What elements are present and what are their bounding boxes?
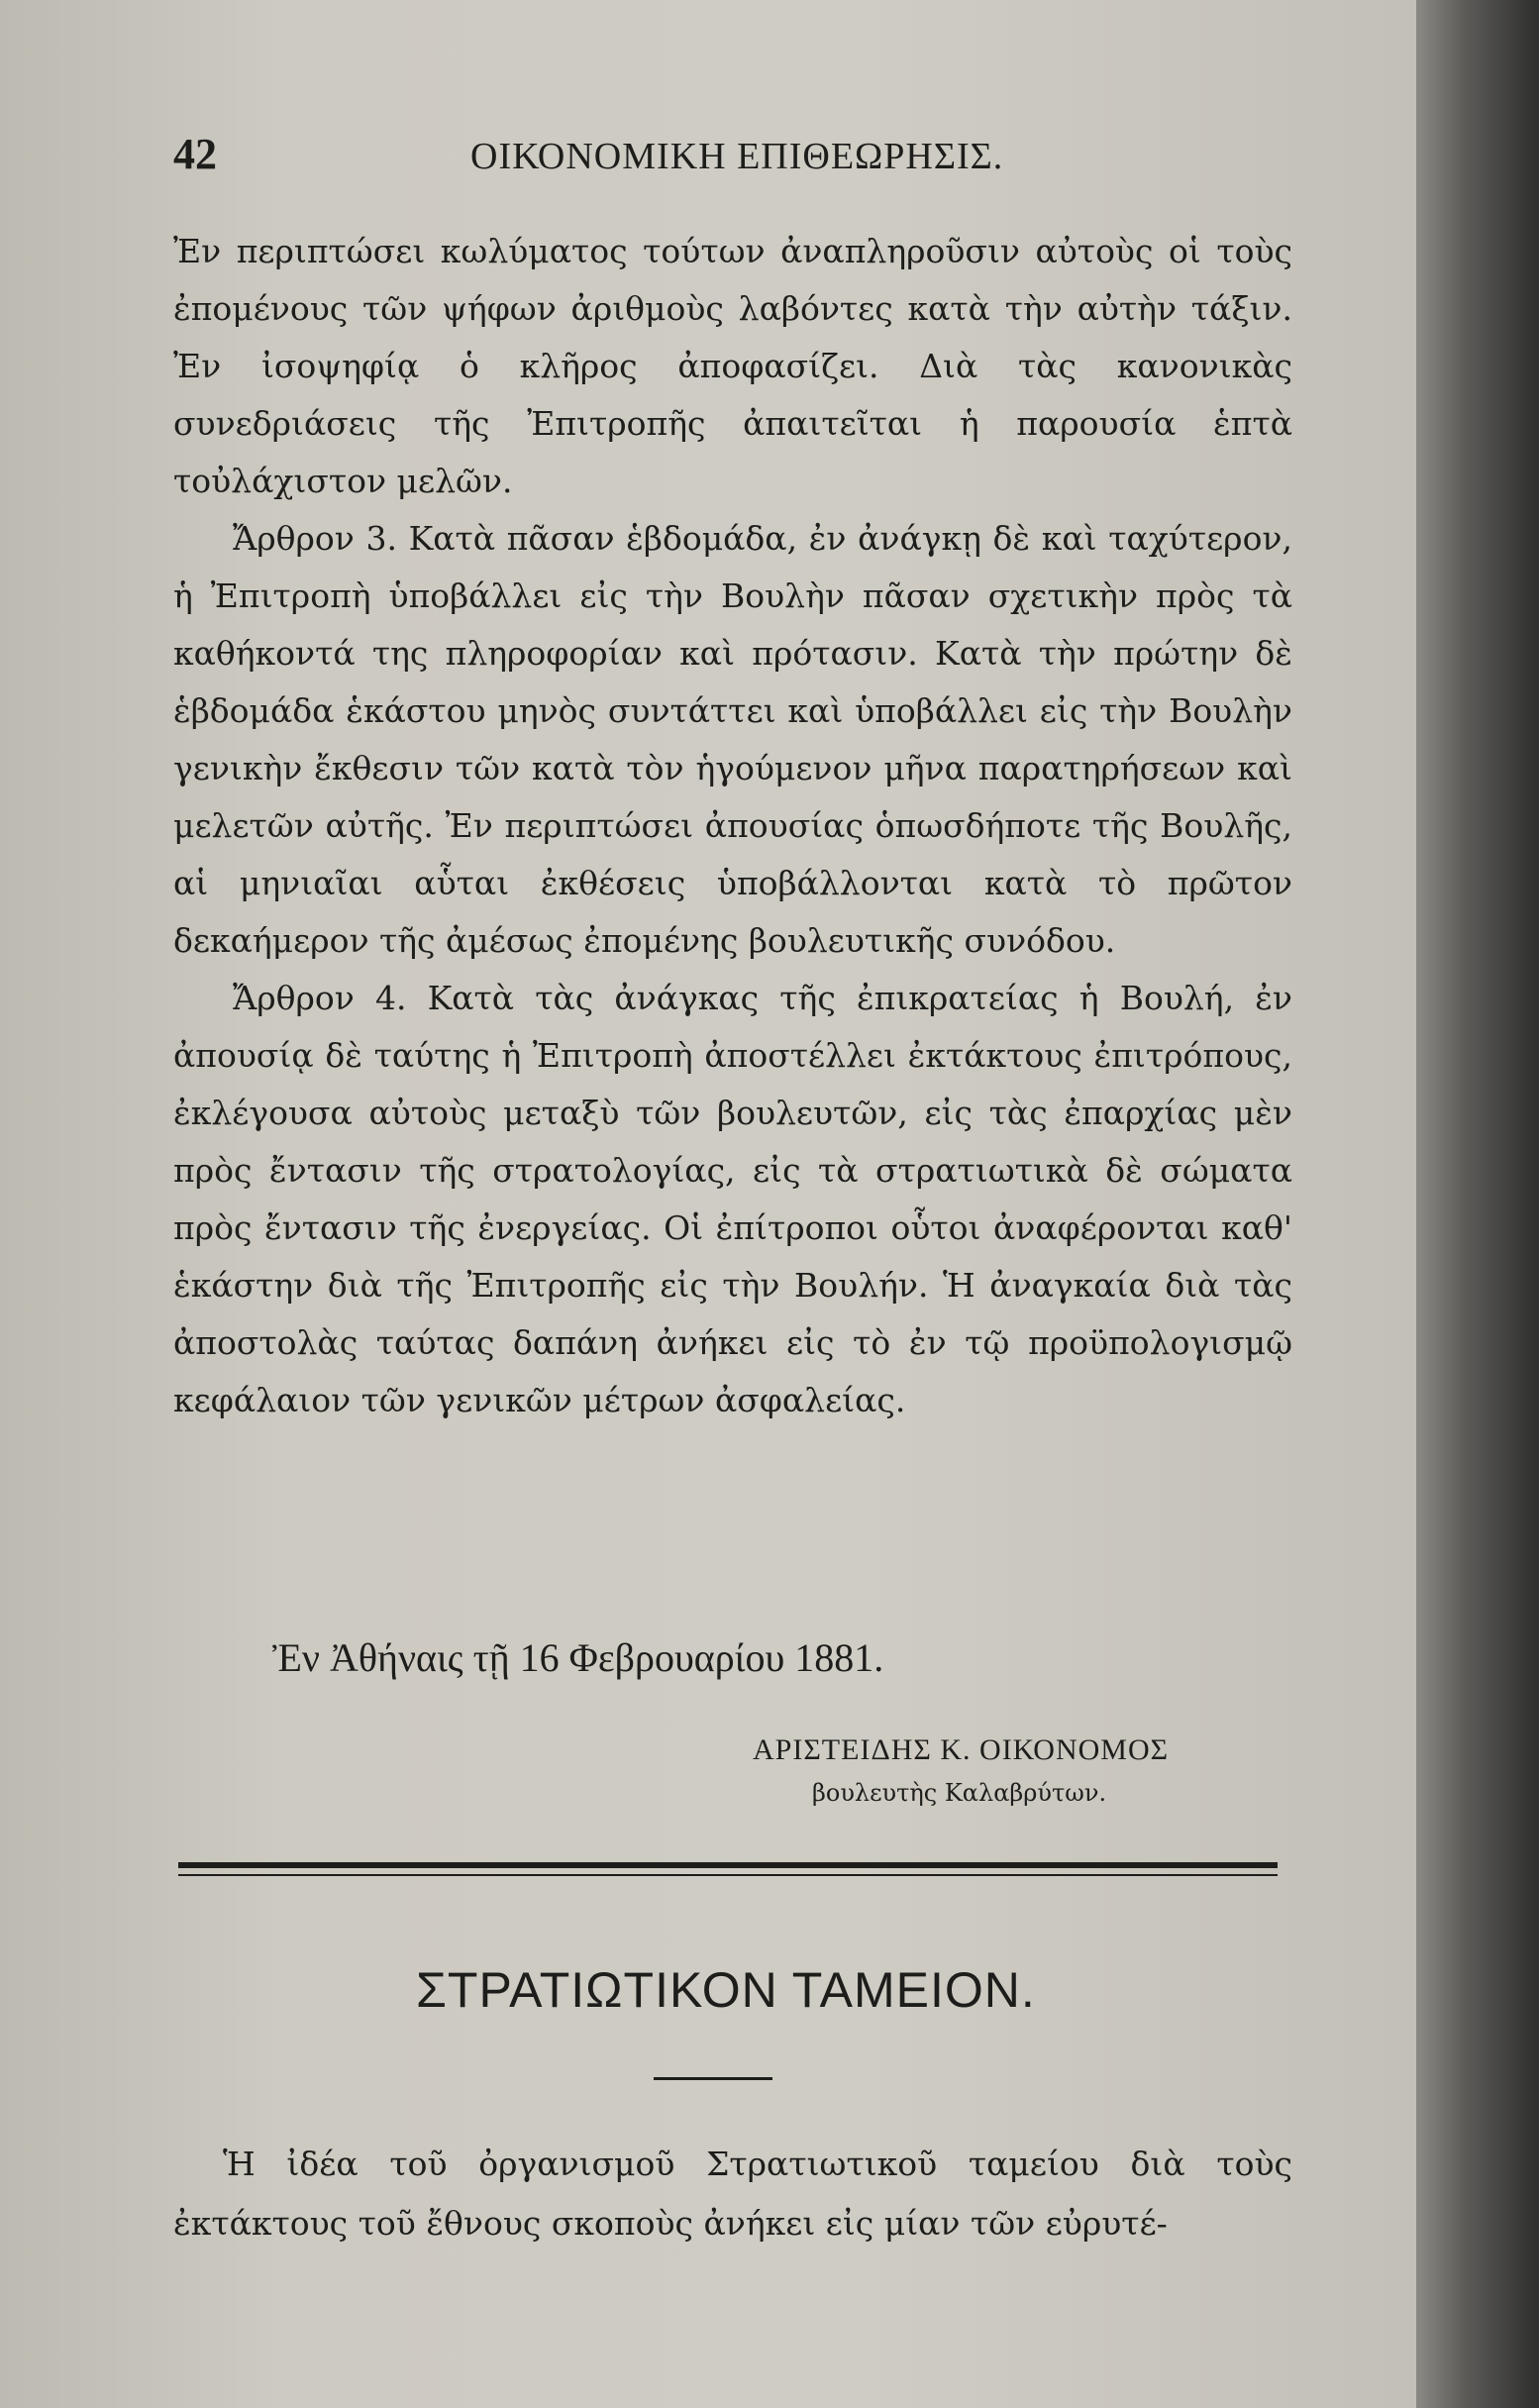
paragraph: Ἐν περιπτώσει κωλύματος τούτων ἀναπληροῦσιν αὐτοὺς οἱ τοὺς ἐπομένους τῶν ψήφων ἀριθμοὺς λαβόντες κατὰ τὴν αὐτὴν τάξιν. Ἐν ἰσοψηφίᾳ ὁ κλῆρος ἀποφασίζει. Διὰ τὰς κανονικὰς συνεδριάσεις τῆς Ἐπιτροπῆς ἀπαιτεῖται ἡ παρουσία ἑπτὰ τοὐλάχιστον μελῶν. — [173, 232, 1292, 500]
signature-name: ΑΡΙΣΤΕΙΔΗΣ Κ. ΟΙΚΟΝΟΜΟΣ — [753, 1733, 1170, 1766]
section-paragraph: Ἡ ἰδέα τοῦ ὀργανισμοῦ Στρατιωτικοῦ ταμείου διὰ τοὺς ἐκτάκτους τοῦ ἔθνους σκοποὺς ἀνήκει εἰς μίαν τῶν εὐρυτέ- — [173, 2145, 1292, 2243]
signature-title: βουλευτὴς Καλαβρύτων. — [812, 1779, 1107, 1807]
dateline: Ἐν Ἀθήναις τῇ 16 Φεβρουαρίου 1881. — [272, 1635, 884, 1680]
body-text — [173, 223, 1292, 1429]
book-gutter — [1416, 0, 1539, 2408]
page-number: 42 — [173, 130, 217, 178]
title-underline — [654, 2077, 772, 2080]
section-divider-thin — [178, 1874, 1278, 1876]
section-body — [173, 2135, 1292, 2253]
page-header — [173, 129, 1292, 188]
paragraph-article-3: Ἄρθρον 3. Κατὰ πᾶσαν ἑβδομάδα, ἐν ἀνάγκῃ δὲ καὶ ταχύτερον, ἡ Ἐπιτροπὴ ὑποβάλλει εἰς τὴν Βουλὴν πᾶσαν σχετικὴν πρὸς τὰ καθήκοντά της πληροφορίαν καὶ πρότασιν. Κατὰ τὴν πρώτην δὲ ἑβδομάδα ἑκάστου μηνὸς συντάττει καὶ ὑποβάλλει εἰς τὴν Βουλὴν γενικὴν ἔκθεσιν τῶν κατὰ τὸν ἡγούμενον μῆνα παρατηρήσεων καὶ μελετῶν αὐτῆς. Ἐν περιπτώσει ἀπουσίας ὁπωσδήποτε τῆς Βουλῆς, αἱ μηνιαῖαι αὗται ἐκθέσεις ὑποβάλλονται κατὰ τὸ πρῶτον δεκαήμερον τῆς ἀμέσως ἐπομένης βουλευτικῆς συνόδου. — [173, 519, 1292, 960]
section-divider-thick — [178, 1862, 1278, 1868]
section-title: ΣΤΡΑΤΙΩΤΙΚΟΝ ΤΑΜΕΙΟΝ. — [416, 1962, 1036, 2018]
paragraph-article-4: Ἄρθρον 4. Κατὰ τὰς ἀνάγκας τῆς ἐπικρατείας ἡ Βουλή, ἐν ἀπουσίᾳ δὲ ταύτης ἡ Ἐπιτροπὴ ἀποστέλλει ἐκτάκτους ἐπιτρόπους, ἐκλέγουσα αὐτοὺς μεταξὺ τῶν βουλευτῶν, εἰς τὰς ἐπαρχίας μὲν πρὸς ἔντασιν τῆς στρατολογίας, εἰς τὰ στρατιωτικὰ δὲ σώματα πρὸς ἔντασιν τῆς ἐνεργείας. Οἱ ἐπίτροποι οὗτοι ἀναφέρονται καθ' ἑκάστην διὰ τῆς Ἐπιτροπῆς εἰς τὴν Βουλήν. Ἡ ἀναγκαία διὰ τὰς ἀποστολὰς ταύτας δαπάνη ἀνήκει εἰς τὸ ἐν τῷ προϋπολογισμῷ κεφάλαιον τῶν γενικῶν μέτρων ἀσφαλείας. — [173, 979, 1292, 1419]
running-head: ΟΙΚΟΝΟΜΙΚΗ ΕΠΙΘΕΩΡΗΣΙΣ. — [470, 136, 1004, 177]
